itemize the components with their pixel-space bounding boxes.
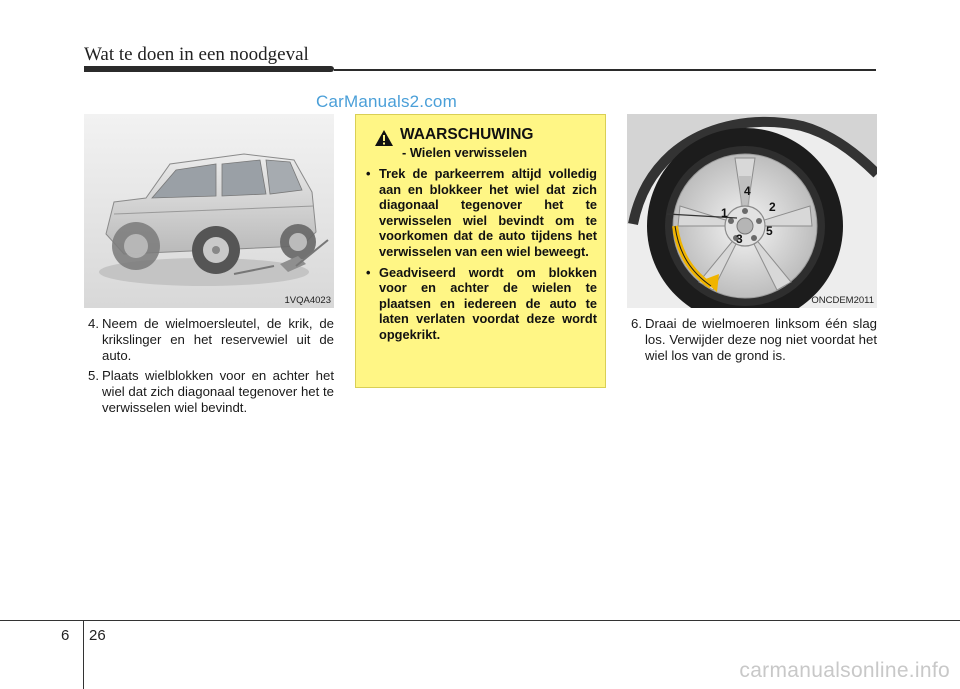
warning-header [366,125,597,160]
warning-subtitle: - Wielen verwisselen [402,145,528,160]
chapter-number: 6 [61,627,70,644]
lug-number-3: 3 [736,232,743,246]
page-number: 26 [89,627,106,644]
lug-number-1: 1 [721,206,728,220]
warning-list [366,166,597,343]
step-item [84,368,334,416]
bullet: • [366,264,371,280]
figure-caption-left: 1VQA4023 [284,295,331,306]
figure-wheel-lug-nuts [627,114,877,308]
watermark-bottom: carmanualsonline.info [739,659,950,682]
lug-number-2: 2 [769,200,776,214]
step-number: 5. [88,368,99,383]
wheel-illustration [627,114,877,308]
footer-rule-horizontal [0,620,960,621]
watermark-link[interactable]: CarManuals2.com [316,92,457,111]
step-item [627,316,877,364]
lug-number-4: 4 [744,184,751,198]
warning-item [366,166,597,260]
warning-box [355,114,606,388]
warning-item-text: Geadviseerd wordt om blokken voor en achter de wielen te plaatsen en iedereen de auto te laten verlaten voordat deze wordt opgekrikt. [379,264,597,342]
page-header-title: Wat te doen in een noodgeval [84,44,309,65]
step-text: Plaats wielblokken voor en achter het wiel dat zich diagonaal tegenover het te verwisselen wiel bevindt. [102,368,334,415]
warning-item [366,265,597,343]
step-number: 6. [631,316,642,331]
step-number: 4. [88,316,99,331]
steps-right [627,316,877,368]
figure-car-on-jack [84,114,334,308]
lug-number-5: 5 [766,224,773,238]
car-illustration [84,114,334,308]
warning-triangle-icon [374,129,394,147]
step-item [84,316,334,364]
steps-left [84,316,334,420]
footer-rule-vertical [83,620,84,689]
figure-caption-right: ONCDEM2011 [811,295,874,306]
warning-item-text: Trek de parkeerrem altijd volledig aan en blokkeer het wiel dat zich diagonaal tegenover het te verwisselen wiel bevindt om te voorkomen dat de auto tijdens het verwisselen van een wiel beweegt. [379,166,597,259]
bullet: • [366,166,371,181]
warning-title: WAARSCHUWING [400,126,534,143]
header-rule-thin [334,69,876,71]
header-rule-thick [84,66,334,72]
step-text: Draai de wielmoeren linksom één slag los. Verwijder deze nog niet voordat het wiel los van de grond is. [645,316,877,363]
step-text: Neem de wielmoersleutel, de krik, de krikslinger en het reservewiel uit de auto. [102,316,334,363]
